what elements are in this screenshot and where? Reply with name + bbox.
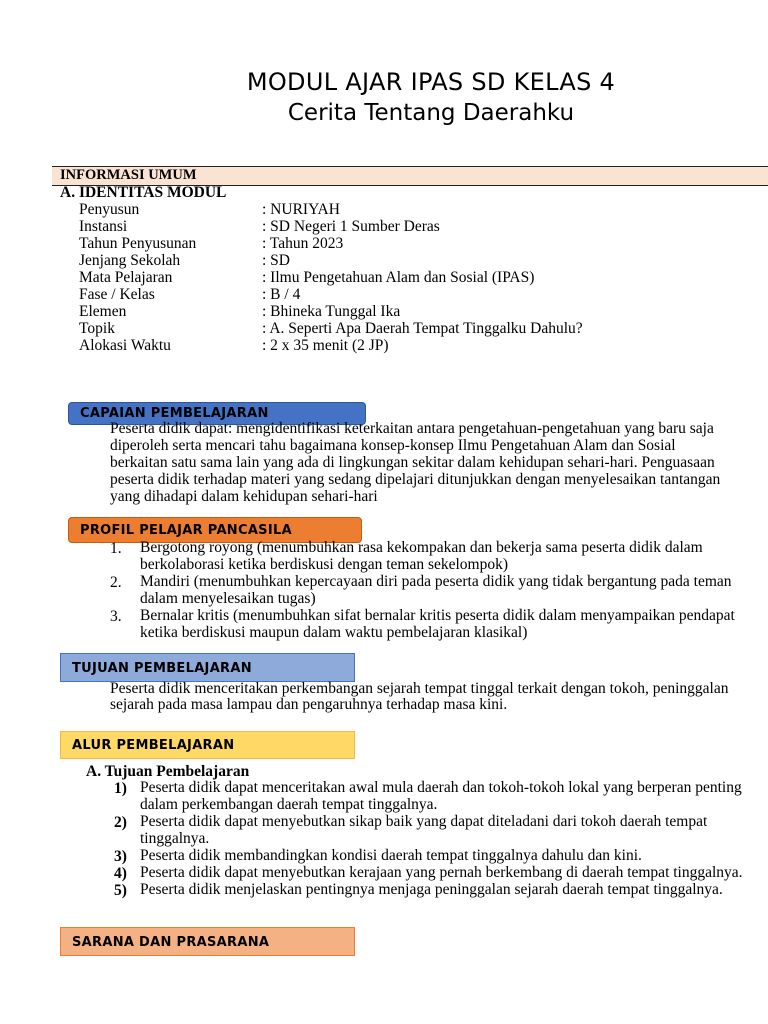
paragraph-line: Peserta didik dapat: mengidentifikasi keterkaitan antara pengetahuan-pengetahuan yang baru saja xyxy=(110,420,714,437)
list-number: 5) xyxy=(114,882,127,899)
list-number: 4) xyxy=(114,865,127,882)
list-item-line: ketika berdiskusi maupun dalam waktu pembelajaran klasikal) xyxy=(140,624,528,641)
list-item-line: dalam menyelesaikan tugas) xyxy=(140,590,316,607)
document-subtitle: Cerita Tentang Daerahku xyxy=(287,100,575,126)
list-item-line: dalam perkembangan daerah tempat tinggalnya. xyxy=(140,796,438,813)
list-item-line: berkolaborasi ketika berdiskusi dengan teman sekelompok) xyxy=(140,556,509,573)
list-item-line: Peserta didik dapat menceritakan awal mula daerah dan tokoh-tokoh lokal yang berperan penting xyxy=(140,779,742,796)
identitas-heading: A. IDENTITAS MODUL xyxy=(60,184,227,201)
identitas-value: : Bhineka Tunggal Ika xyxy=(262,303,401,320)
identitas-label: Topik xyxy=(79,320,115,337)
list-item-line: Bergotong royong (menumbuhkan rasa kekompakan dan bekerja sama peserta didik dalam xyxy=(140,539,703,556)
capaian-heading: CAPAIAN PEMBELAJARAN xyxy=(80,406,269,421)
alur-header xyxy=(60,731,355,759)
list-number: 3. xyxy=(110,608,122,625)
list-number: 2. xyxy=(110,574,122,591)
paragraph-line: yang dihadapi dalam kehidupan sehari-hari xyxy=(110,488,378,505)
identitas-label: Fase / Kelas xyxy=(79,286,155,303)
identitas-label: Elemen xyxy=(79,303,127,320)
document-title: MODUL AJAR IPAS SD KELAS 4 xyxy=(246,68,616,96)
identitas-value: : A. Seperti Apa Daerah Tempat Tinggalku Dahulu? xyxy=(262,320,583,337)
paragraph-line: Peserta didik menceritakan perkembangan sejarah tempat tinggal terkait dengan tokoh, peninggalan xyxy=(110,680,729,697)
identitas-value: : B / 4 xyxy=(262,286,301,303)
identitas-label: Mata Pelajaran xyxy=(79,269,173,286)
identitas-label: Instansi xyxy=(79,218,128,235)
list-item-line: tinggalnya. xyxy=(140,830,210,847)
identitas-value: : 2 x 35 menit (2 JP) xyxy=(262,337,389,354)
list-number: 2) xyxy=(114,814,127,831)
paragraph-line: diperoleh serta mencari tahu bagaimana konsep-konsep Ilmu Pengetahuan Alam dan Sosial xyxy=(110,437,676,454)
alur-sub-heading: A. Tujuan Pembelajaran xyxy=(86,763,250,780)
list-item-line: Peserta didik membandingkan kondisi daerah tempat tinggalnya dahulu dan kini. xyxy=(140,847,642,864)
paragraph-line: sejarah pada masa lampau dan pengaruhnya terhadap masa kini. xyxy=(110,696,508,713)
identitas-label: Penyusun xyxy=(79,201,140,218)
identitas-value: : SD xyxy=(262,252,290,269)
list-number: 1) xyxy=(114,780,127,797)
paragraph-line: berkaitan satu sama lain yang ada di lingkungan sekitar dalam kehidupan sehari-hari. Penguasaan xyxy=(110,454,715,471)
identitas-label: Alokasi Waktu xyxy=(79,337,171,354)
tujuan-heading: TUJUAN PEMBELAJARAN xyxy=(72,661,252,676)
informasi-umum-bar xyxy=(52,166,768,186)
list-number: 1. xyxy=(110,540,122,557)
informasi-umum-label: INFORMASI UMUM xyxy=(60,167,197,183)
list-item-line: Peserta didik dapat menyebutkan kerajaan yang pernah berkembang di daerah tempat tinggalnya. xyxy=(140,864,743,881)
list-item-line: Mandiri (menumbuhkan kepercayaan diri pada peserta didik yang tidak bergantung pada teman xyxy=(140,573,732,590)
alur-heading: ALUR PEMBELAJARAN xyxy=(72,738,235,753)
tujuan-header xyxy=(60,653,355,682)
sarana-header xyxy=(60,927,355,956)
identitas-value: : NURIYAH xyxy=(262,201,340,218)
identitas-value: : Ilmu Pengetahuan Alam dan Sosial (IPAS) xyxy=(262,269,535,286)
list-item-line: Bernalar kritis (menumbuhkan sifat bernalar kritis peserta didik dalam menyampaikan pendapat xyxy=(140,607,735,624)
identitas-label: Tahun Penyusunan xyxy=(79,235,197,252)
identitas-value: : Tahun 2023 xyxy=(262,235,344,252)
paragraph-line: peserta didik terhadap materi yang sedang dipelajari ditunjukkan dengan menyelesaikan tantangan xyxy=(110,471,721,488)
identitas-label: Jenjang Sekolah xyxy=(79,252,181,269)
profil-heading: PROFIL PELAJAR PANCASILA xyxy=(80,523,292,538)
list-number: 3) xyxy=(114,848,127,865)
sarana-heading: SARANA DAN PRASARANA xyxy=(72,935,270,950)
list-item-line: Peserta didik menjelaskan pentingnya menjaga peninggalan sejarah daerah tempat tinggalnya. xyxy=(140,881,723,898)
identitas-value: : SD Negeri 1 Sumber Deras xyxy=(262,218,440,235)
list-item-line: Peserta didik dapat menyebutkan sikap baik yang dapat diteladani dari tokoh daerah tempat xyxy=(140,813,708,830)
